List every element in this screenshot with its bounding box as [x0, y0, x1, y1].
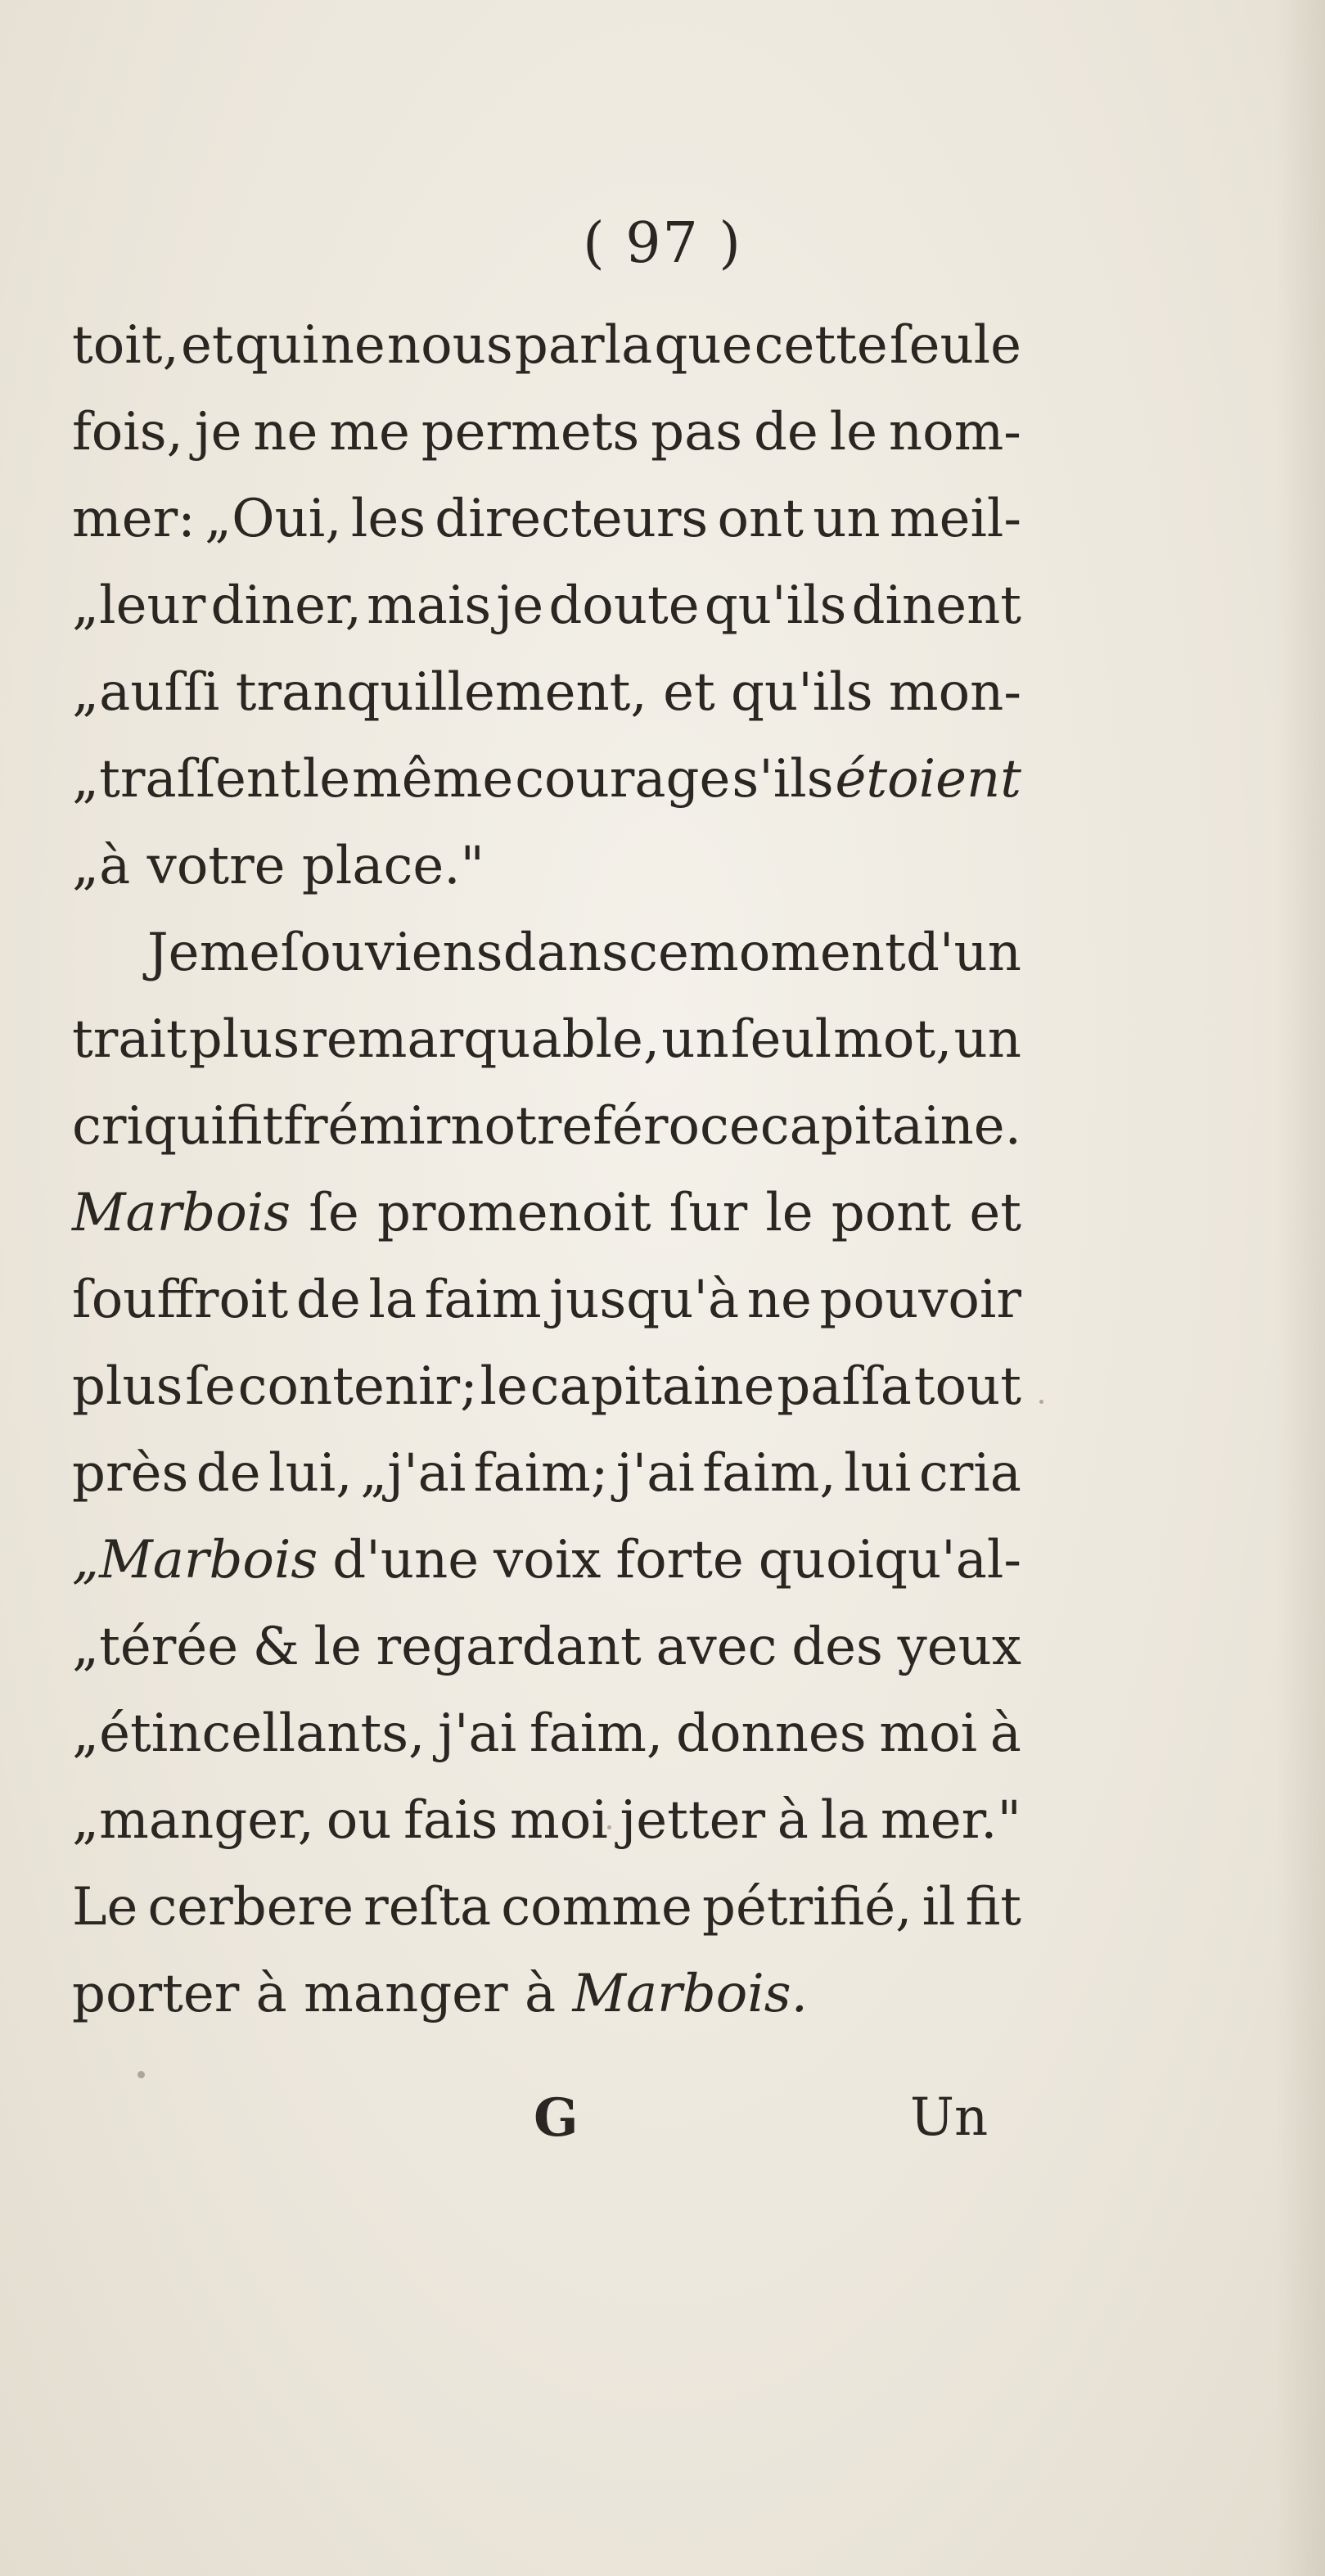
- text-line: [72, 1096, 1021, 1183]
- word: regardant: [376, 1617, 642, 1677]
- word: qu'ils: [704, 575, 847, 636]
- word: voix: [493, 1530, 602, 1590]
- word: jetter: [620, 1790, 766, 1851]
- word: permets: [421, 402, 640, 462]
- word: frémir: [283, 1096, 451, 1157]
- word: même: [352, 749, 514, 810]
- word: faim,: [529, 1703, 664, 1764]
- word: un: [813, 489, 881, 549]
- word: „manger,: [72, 1790, 314, 1851]
- word: directeurs: [435, 489, 709, 549]
- word: notre: [450, 1096, 593, 1157]
- word: ne: [746, 1270, 812, 1330]
- word: „à: [72, 836, 131, 896]
- word: lui: [844, 1443, 912, 1504]
- text-line: [72, 1443, 1021, 1530]
- word: et: [663, 662, 715, 723]
- word: qui: [234, 315, 319, 376]
- word: ne: [253, 402, 318, 462]
- word: mon-: [888, 662, 1021, 723]
- word: porter: [72, 1964, 240, 2024]
- word: ce: [629, 923, 689, 983]
- text-line: [72, 662, 1021, 749]
- word: &: [252, 1617, 300, 1677]
- text-line: [72, 836, 1021, 923]
- word: fois,: [72, 402, 183, 462]
- word: moi: [879, 1703, 978, 1764]
- word: et: [969, 1183, 1021, 1243]
- word: s'ils: [732, 749, 834, 810]
- word: ſeul: [730, 1009, 832, 1070]
- word: trait: [72, 1009, 187, 1070]
- page-footer: [0, 2087, 1325, 2161]
- word: ſouffroit: [72, 1270, 289, 1330]
- word: „térée: [72, 1617, 239, 1677]
- word: le: [829, 402, 877, 462]
- word: je: [194, 402, 242, 462]
- text-line: [72, 315, 1021, 402]
- word: et: [180, 315, 233, 376]
- word: les: [350, 489, 426, 549]
- word: le: [302, 749, 351, 810]
- word: étoient: [835, 749, 1021, 810]
- word: Marbois.: [572, 1964, 808, 2024]
- word: place.": [301, 836, 484, 896]
- word: ſe: [185, 1356, 236, 1417]
- word: nom-: [888, 402, 1021, 462]
- text-line: [72, 749, 1021, 836]
- word: qu'ils: [731, 662, 873, 723]
- word: fais: [403, 1790, 498, 1851]
- word: d'un: [905, 923, 1021, 983]
- word: „traſſent: [72, 749, 301, 810]
- word: le: [765, 1183, 813, 1243]
- word: votre: [146, 836, 286, 896]
- word: avec: [656, 1617, 777, 1677]
- word: cria: [918, 1443, 1021, 1504]
- text-line: [72, 1877, 1021, 1964]
- word: des: [791, 1617, 883, 1677]
- word: ſe: [309, 1183, 359, 1243]
- word: paſſa: [777, 1356, 912, 1417]
- word: doute: [548, 575, 700, 636]
- word: pétrifié,: [701, 1877, 913, 1938]
- word: faim: [424, 1270, 542, 1330]
- word: ou: [326, 1790, 392, 1851]
- word: je: [496, 575, 544, 636]
- text-line: [72, 923, 1021, 1009]
- word: „leur: [72, 575, 206, 636]
- word: mais: [367, 575, 492, 636]
- word: remarquable,: [301, 1009, 660, 1070]
- word: qui: [143, 1096, 228, 1157]
- word: ne: [320, 315, 385, 376]
- page-edge-shadow: [1276, 0, 1325, 2576]
- word: de: [753, 402, 818, 462]
- word: toit,: [72, 315, 179, 376]
- word: près: [72, 1443, 189, 1504]
- word: me: [199, 923, 281, 983]
- word: pas: [651, 402, 743, 462]
- word: de: [295, 1270, 361, 1330]
- text-line: [72, 1703, 1021, 1790]
- word: pont: [831, 1183, 952, 1243]
- word: „Oui,: [204, 489, 342, 549]
- word: forte: [615, 1530, 744, 1590]
- paper-speck: [137, 2071, 145, 2078]
- word: féroce: [593, 1096, 760, 1157]
- word: jusqu'à: [549, 1270, 740, 1330]
- paper-speck: [1039, 1400, 1043, 1404]
- word: promenoit: [376, 1183, 651, 1243]
- word: „Marbois: [72, 1530, 318, 1590]
- text-line: [72, 1530, 1021, 1617]
- word: dinent: [851, 575, 1021, 636]
- word: j'ai: [438, 1703, 517, 1764]
- word: mer:: [72, 489, 196, 549]
- word: parla: [514, 315, 653, 376]
- word: ſeule: [889, 315, 1021, 376]
- word: d'une: [332, 1530, 480, 1590]
- word: Le: [72, 1877, 138, 1938]
- text-line: [72, 1617, 1021, 1703]
- word: à: [524, 1964, 557, 2024]
- page-number: ( 97 ): [583, 211, 742, 276]
- word: à: [255, 1964, 287, 2024]
- word: courage: [515, 749, 731, 810]
- word: me: [329, 402, 410, 462]
- word: capitaine.: [759, 1096, 1021, 1157]
- word: le: [313, 1617, 362, 1677]
- word: de: [196, 1443, 261, 1504]
- word: j'ai: [615, 1443, 695, 1504]
- word: ſouviens: [280, 923, 503, 983]
- text-line: [72, 1009, 1021, 1096]
- word: que: [654, 315, 753, 376]
- word: à: [989, 1703, 1021, 1764]
- word: fit: [965, 1877, 1021, 1938]
- word: Je: [147, 923, 200, 983]
- word: comme: [501, 1877, 692, 1938]
- text-line: [72, 1790, 1021, 1877]
- word: il: [922, 1877, 956, 1938]
- word: nous: [386, 315, 513, 376]
- paper-speck: [607, 1825, 611, 1829]
- text-line: [72, 489, 1021, 575]
- word: cerbere: [147, 1877, 354, 1938]
- word: ſur: [669, 1183, 748, 1243]
- word: faim,: [702, 1443, 836, 1504]
- word: diner,: [210, 575, 362, 636]
- word: la: [820, 1790, 869, 1851]
- text-line: [72, 402, 1021, 489]
- word: „étincellants,: [72, 1703, 426, 1764]
- word: moment: [689, 923, 906, 983]
- word: tout: [913, 1356, 1021, 1417]
- word: à: [777, 1790, 809, 1851]
- word: manger: [304, 1964, 508, 2024]
- text-line: [72, 1270, 1021, 1356]
- word: le: [480, 1356, 528, 1417]
- word: donnes: [675, 1703, 867, 1764]
- word: un: [661, 1009, 729, 1070]
- word: Marbois: [72, 1183, 291, 1243]
- word: cette: [754, 315, 888, 376]
- word: „j'ai: [360, 1443, 466, 1504]
- body-text: [72, 315, 1021, 2050]
- text-line: [72, 575, 1021, 662]
- signature-mark: G: [534, 2087, 579, 2149]
- word: mot,: [833, 1009, 953, 1070]
- word: cri: [72, 1096, 143, 1157]
- word: ont: [717, 489, 804, 549]
- word: quoiqu'al-: [758, 1530, 1021, 1590]
- word: yeux: [897, 1617, 1021, 1677]
- word: meil-: [889, 489, 1021, 549]
- text-line: [72, 1964, 1021, 2050]
- word: fit: [227, 1096, 284, 1157]
- word: plus: [188, 1009, 300, 1070]
- catchword: Un: [910, 2087, 989, 2148]
- text-line: [72, 1183, 1021, 1270]
- word: la: [368, 1270, 417, 1330]
- text-line: [72, 1356, 1021, 1443]
- word: „auſſi: [72, 662, 220, 723]
- word: moi: [510, 1790, 608, 1851]
- word: reſta: [363, 1877, 492, 1938]
- word: dans: [503, 923, 629, 983]
- word: pouvoir: [819, 1270, 1021, 1330]
- word: contenir;: [237, 1356, 478, 1417]
- word: mer.": [881, 1790, 1021, 1851]
- word: lui,: [268, 1443, 353, 1504]
- word: tranquillement,: [235, 662, 647, 723]
- word: un: [953, 1009, 1021, 1070]
- word: capitaine: [530, 1356, 775, 1417]
- word: faim;: [473, 1443, 609, 1504]
- word: plus: [72, 1356, 183, 1417]
